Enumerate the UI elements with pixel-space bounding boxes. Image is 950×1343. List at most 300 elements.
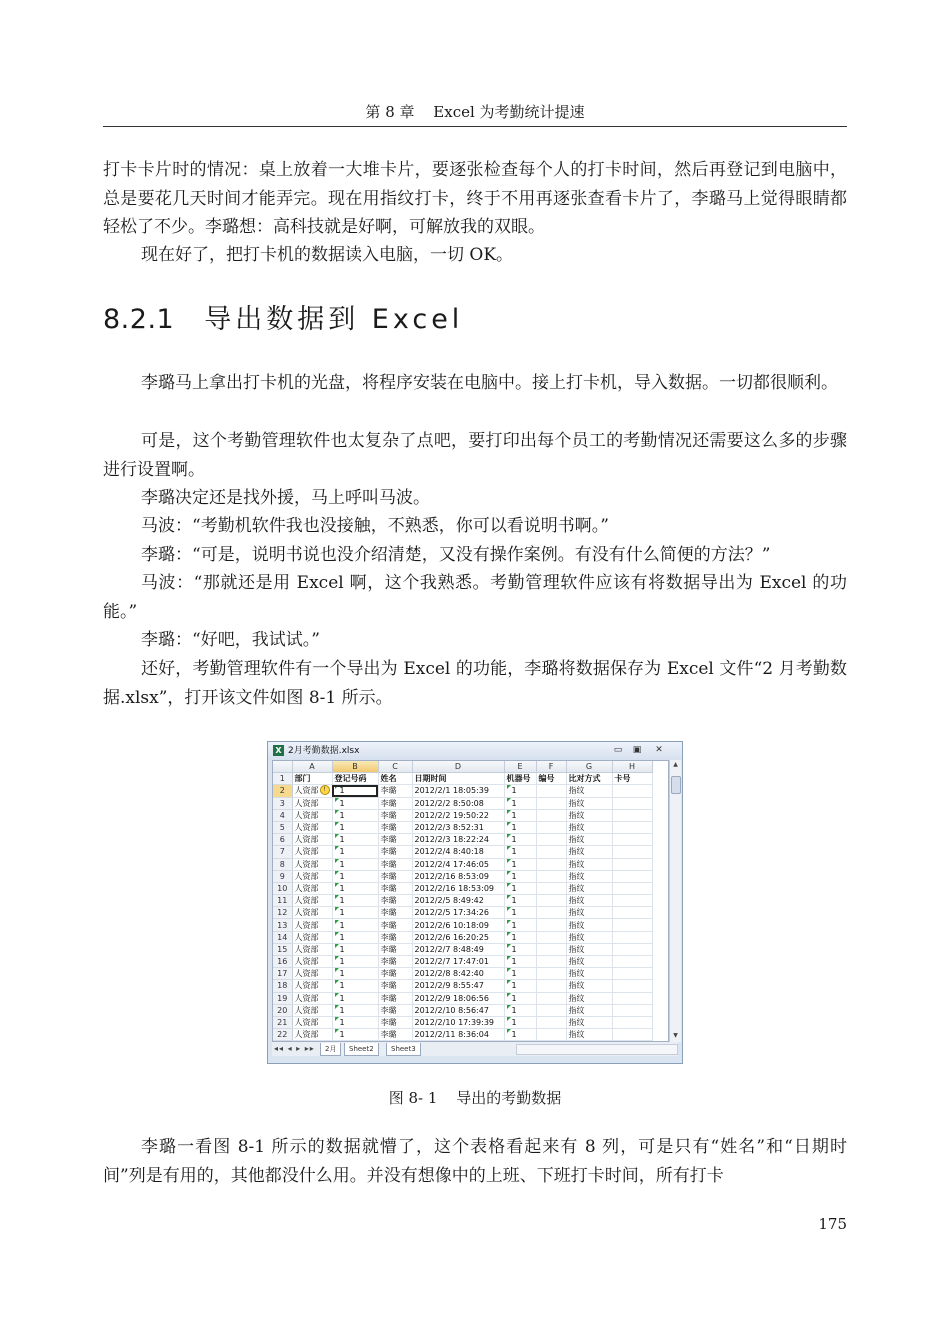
cell-value: 1	[339, 810, 345, 820]
error-warning-icon[interactable]: !	[320, 785, 330, 795]
sheet-tab[interactable]: 2月	[320, 1043, 341, 1056]
cell[interactable]	[566, 992, 612, 1004]
cell-value: 1	[511, 896, 517, 906]
cell[interactable]	[612, 992, 652, 1004]
window-titlebar	[268, 742, 682, 760]
number-as-text-indicator-icon	[335, 956, 339, 960]
cell[interactable]	[536, 1004, 566, 1016]
cell[interactable]	[332, 992, 378, 1004]
cell[interactable]	[612, 1029, 652, 1041]
cell-value: 人资部	[294, 920, 319, 930]
row-number[interactable]: 20	[273, 1004, 292, 1016]
cell[interactable]	[612, 882, 652, 894]
number-as-text-indicator-icon	[507, 956, 511, 960]
cell-value: 指纹	[568, 823, 585, 833]
row-number[interactable]: 14	[273, 931, 292, 943]
cell[interactable]	[504, 1004, 536, 1016]
cell[interactable]	[612, 895, 652, 907]
row-number[interactable]: 18	[273, 980, 292, 992]
column-header[interactable]: B	[332, 761, 378, 773]
cell[interactable]	[292, 1029, 332, 1041]
cell[interactable]	[504, 882, 536, 894]
close-icon[interactable]: ✕	[655, 745, 663, 755]
cell[interactable]	[292, 919, 332, 931]
cell[interactable]	[378, 797, 412, 809]
cell[interactable]	[292, 773, 332, 785]
cell[interactable]	[566, 858, 612, 870]
cell[interactable]	[504, 797, 536, 809]
cell[interactable]	[504, 1016, 536, 1028]
cell[interactable]	[412, 992, 504, 1004]
table-row	[273, 895, 652, 907]
row-number[interactable]: 16	[273, 956, 292, 968]
number-as-text-indicator-icon	[507, 907, 511, 911]
cell[interactable]	[504, 809, 536, 821]
cell[interactable]	[612, 980, 652, 992]
cell[interactable]	[612, 870, 652, 882]
cell[interactable]	[292, 980, 332, 992]
cell[interactable]	[332, 858, 378, 870]
cell[interactable]	[292, 785, 332, 797]
cell[interactable]	[536, 785, 566, 797]
cell[interactable]	[412, 834, 504, 846]
cell-value: 指纹	[568, 786, 585, 796]
cell[interactable]	[612, 797, 652, 809]
cell[interactable]	[504, 1029, 536, 1041]
cell[interactable]	[292, 1004, 332, 1016]
number-as-text-indicator-icon	[507, 1005, 511, 1009]
cell[interactable]	[378, 1029, 412, 1041]
row-number[interactable]: 21	[273, 1016, 292, 1028]
cell[interactable]	[566, 956, 612, 968]
cell[interactable]	[378, 992, 412, 1004]
cell-value: 1	[339, 908, 345, 918]
cell[interactable]	[566, 821, 612, 833]
cell[interactable]	[566, 882, 612, 894]
cell[interactable]	[332, 797, 378, 809]
cell-value: 人资部	[294, 823, 319, 833]
row-number[interactable]: 9	[273, 870, 292, 882]
cell-value: 指纹	[568, 932, 585, 942]
cell[interactable]	[378, 919, 412, 931]
cell[interactable]	[332, 870, 378, 882]
cell[interactable]	[412, 1016, 504, 1028]
table-row	[273, 931, 652, 943]
cell[interactable]	[332, 809, 378, 821]
paragraph: 还好，考勤管理软件有一个导出为 Excel 的功能，李璐将数据保存为 Excel 文件“2 月考勤数据.xlsx”，打开该文件如图 8-1 所示。	[103, 659, 847, 708]
cell[interactable]	[412, 882, 504, 894]
cell[interactable]	[566, 1029, 612, 1041]
row-number[interactable]: 22	[273, 1029, 292, 1041]
cell[interactable]	[292, 907, 332, 919]
header-chapter: 第 8 章	[365, 103, 415, 121]
column-header[interactable]: G	[566, 761, 612, 773]
cell[interactable]	[292, 797, 332, 809]
cell[interactable]	[566, 943, 612, 955]
cell[interactable]	[612, 943, 652, 955]
cell[interactable]	[378, 773, 412, 785]
cell-value: 指纹	[568, 920, 585, 930]
cell-value: 1	[339, 932, 345, 942]
cell[interactable]	[332, 919, 378, 931]
cell[interactable]	[378, 931, 412, 943]
column-header[interactable]: A	[292, 761, 332, 773]
cell[interactable]	[332, 968, 378, 980]
cell[interactable]	[566, 797, 612, 809]
cell[interactable]	[332, 980, 378, 992]
cell-value: 指纹	[568, 871, 585, 881]
cell[interactable]	[566, 773, 612, 785]
cell[interactable]	[566, 846, 612, 858]
cell[interactable]	[378, 858, 412, 870]
cell[interactable]	[504, 834, 536, 846]
cell-value: 2012/2/9 18:06:56	[414, 993, 489, 1003]
header-row	[273, 773, 652, 785]
cell[interactable]	[536, 870, 566, 882]
table-row	[273, 834, 652, 846]
paragraph: 打卡卡片时的情况：桌上放着一大堆卡片，要逐张检查每个人的打卡时间，然后再登记到电脑中，总是要花几天时间才能弄完。现在用指纹打卡，终于不用再逐张查看卡片了，李璐马上觉得眼睛都轻松了不少。李璐想：高科技就是好啊，可解放我的双眼。	[103, 160, 847, 237]
cell[interactable]	[612, 1004, 652, 1016]
cell[interactable]	[412, 931, 504, 943]
cell[interactable]	[292, 870, 332, 882]
cell-value: 人资部	[294, 908, 319, 918]
cell[interactable]	[412, 870, 504, 882]
cell-value: 李璐	[380, 1030, 397, 1040]
cell-value: 人资部	[294, 883, 319, 893]
cell[interactable]	[536, 773, 566, 785]
cell-value: 2012/2/9 8:55:47	[414, 981, 484, 991]
row-number[interactable]: 11	[273, 895, 292, 907]
cell[interactable]	[332, 882, 378, 894]
cell[interactable]	[612, 956, 652, 968]
cell[interactable]	[536, 1029, 566, 1041]
row-number[interactable]: 4	[273, 809, 292, 821]
cell[interactable]	[332, 907, 378, 919]
cell-value: 人资部	[294, 896, 319, 906]
cell[interactable]	[332, 773, 378, 785]
scroll-thumb[interactable]	[671, 776, 681, 794]
sheet-tab[interactable]: Sheet3	[386, 1043, 421, 1056]
cell[interactable]	[378, 1016, 412, 1028]
cell[interactable]	[332, 834, 378, 846]
table-row	[273, 1004, 652, 1016]
cell-value: 人资部	[294, 993, 319, 1003]
cell[interactable]	[504, 968, 536, 980]
row-number[interactable]: 3	[273, 797, 292, 809]
minimize-icon[interactable]: ▭	[613, 745, 623, 755]
cell[interactable]	[378, 907, 412, 919]
cell[interactable]	[412, 919, 504, 931]
cell[interactable]	[504, 919, 536, 931]
column-header[interactable]: E	[504, 761, 536, 773]
horizontal-scrollbar[interactable]	[516, 1044, 678, 1055]
cell-value: 2012/2/7 8:48:49	[414, 944, 484, 954]
vertical-scrollbar[interactable]	[669, 760, 681, 1042]
cell[interactable]	[332, 1029, 378, 1041]
cell[interactable]	[332, 1004, 378, 1016]
cell[interactable]	[612, 809, 652, 821]
cell[interactable]	[378, 968, 412, 980]
cell[interactable]	[612, 785, 652, 797]
cell-value: 1	[511, 786, 517, 796]
table-row	[273, 980, 652, 992]
cell[interactable]	[412, 809, 504, 821]
cell[interactable]	[612, 773, 652, 785]
column-header[interactable]: C	[378, 761, 412, 773]
cell-value: 2012/2/7 17:47:01	[414, 957, 489, 967]
scroll-up-icon[interactable]: ▲	[673, 761, 678, 768]
cell[interactable]	[536, 931, 566, 943]
cell-value: 2012/2/16 18:53:09	[414, 883, 494, 893]
cell-value: 1	[511, 957, 517, 967]
cell[interactable]	[412, 907, 504, 919]
cell[interactable]	[332, 943, 378, 955]
number-as-text-indicator-icon	[335, 932, 339, 936]
cell[interactable]	[332, 1016, 378, 1028]
cell[interactable]	[504, 773, 536, 785]
cell[interactable]	[566, 931, 612, 943]
cell[interactable]	[292, 992, 332, 1004]
number-as-text-indicator-icon	[507, 944, 511, 948]
cell[interactable]	[612, 919, 652, 931]
scroll-down-icon[interactable]: ▼	[673, 1032, 678, 1039]
row-number[interactable]: 2	[273, 785, 292, 797]
sheet-tab[interactable]: Sheet2	[344, 1043, 379, 1056]
cell[interactable]	[378, 834, 412, 846]
cell-value: 1	[511, 810, 517, 820]
cell[interactable]	[412, 895, 504, 907]
cell[interactable]	[412, 773, 504, 785]
row-number[interactable]: 17	[273, 968, 292, 980]
cell[interactable]	[378, 943, 412, 955]
number-as-text-indicator-icon	[335, 883, 339, 887]
select-all-corner[interactable]	[273, 761, 292, 773]
column-header[interactable]: F	[536, 761, 566, 773]
cell-value: 人资部	[294, 1018, 319, 1028]
cell[interactable]	[292, 858, 332, 870]
cell[interactable]	[412, 980, 504, 992]
row-number[interactable]: 7	[273, 846, 292, 858]
number-as-text-indicator-icon	[335, 810, 339, 814]
table-row	[273, 943, 652, 955]
column-header[interactable]: H	[612, 761, 652, 773]
cell[interactable]	[536, 968, 566, 980]
cell[interactable]	[536, 858, 566, 870]
number-as-text-indicator-icon	[335, 968, 339, 972]
cell[interactable]	[566, 834, 612, 846]
cell[interactable]	[332, 931, 378, 943]
row-number[interactable]: 12	[273, 907, 292, 919]
cell[interactable]	[566, 907, 612, 919]
cell-value: 2012/2/1 18:05:39	[414, 786, 489, 796]
cell[interactable]	[504, 943, 536, 955]
cell[interactable]	[332, 821, 378, 833]
cell[interactable]	[536, 797, 566, 809]
cell[interactable]	[378, 821, 412, 833]
cell[interactable]	[612, 858, 652, 870]
cell[interactable]	[536, 834, 566, 846]
cell-value: 指纹	[568, 944, 585, 954]
cell[interactable]	[536, 943, 566, 955]
cell[interactable]	[612, 907, 652, 919]
cell[interactable]	[332, 846, 378, 858]
cell-value: 人资部	[294, 969, 319, 979]
cell[interactable]	[412, 968, 504, 980]
cell[interactable]	[292, 956, 332, 968]
cell[interactable]	[536, 882, 566, 894]
cell[interactable]	[332, 785, 378, 797]
row-number[interactable]: 15	[273, 943, 292, 955]
cell-value: 人资部	[294, 932, 319, 942]
cell[interactable]	[612, 968, 652, 980]
table-row	[273, 785, 652, 797]
number-as-text-indicator-icon	[507, 1029, 511, 1033]
cell[interactable]	[504, 846, 536, 858]
cell[interactable]	[378, 846, 412, 858]
number-as-text-indicator-icon	[507, 871, 511, 875]
cell-value: 1	[511, 835, 517, 845]
cell[interactable]	[536, 956, 566, 968]
cell[interactable]	[292, 882, 332, 894]
cell-value: 姓名	[380, 774, 397, 784]
section-number: 8.2.1	[103, 304, 175, 335]
cell-value: 1	[339, 1030, 345, 1040]
cell[interactable]	[536, 980, 566, 992]
cell[interactable]	[536, 1016, 566, 1028]
cell[interactable]	[536, 846, 566, 858]
cell[interactable]	[504, 895, 536, 907]
cell[interactable]	[292, 1016, 332, 1028]
cell[interactable]	[412, 785, 504, 797]
cell[interactable]	[292, 834, 332, 846]
cell[interactable]	[412, 846, 504, 858]
cell[interactable]	[412, 943, 504, 955]
cell-value: 2012/2/6 10:18:09	[414, 920, 489, 930]
cell[interactable]	[378, 980, 412, 992]
cell[interactable]	[566, 919, 612, 931]
cell-value: 2012/2/6 16:20:25	[414, 932, 489, 942]
cell[interactable]	[332, 895, 378, 907]
cell[interactable]	[612, 821, 652, 833]
cell[interactable]	[332, 956, 378, 968]
cell[interactable]	[412, 821, 504, 833]
cell[interactable]	[412, 1029, 504, 1041]
number-as-text-indicator-icon	[335, 920, 339, 924]
row-number[interactable]: 5	[273, 821, 292, 833]
row-number[interactable]: 6	[273, 834, 292, 846]
cell[interactable]	[378, 895, 412, 907]
cell[interactable]	[292, 943, 332, 955]
row-number[interactable]: 8	[273, 858, 292, 870]
cell[interactable]	[566, 968, 612, 980]
cell[interactable]	[292, 968, 332, 980]
column-header[interactable]: D	[412, 761, 504, 773]
cell[interactable]	[504, 785, 536, 797]
row-number[interactable]: 19	[273, 992, 292, 1004]
cell[interactable]	[378, 870, 412, 882]
cell[interactable]	[504, 870, 536, 882]
cell[interactable]	[566, 809, 612, 821]
restore-icon[interactable]: ▣	[632, 745, 642, 755]
cell[interactable]	[504, 931, 536, 943]
number-as-text-indicator-icon	[335, 871, 339, 875]
cell[interactable]	[292, 809, 332, 821]
cell-value: 李璐	[380, 847, 397, 857]
cell[interactable]	[536, 907, 566, 919]
cell-value: 1	[339, 993, 345, 1003]
number-as-text-indicator-icon	[335, 895, 339, 899]
cell[interactable]	[378, 956, 412, 968]
cell[interactable]	[536, 992, 566, 1004]
cell[interactable]	[292, 895, 332, 907]
cell[interactable]	[292, 846, 332, 858]
cell[interactable]	[566, 785, 612, 797]
cell[interactable]	[566, 1016, 612, 1028]
cell[interactable]	[536, 895, 566, 907]
cell[interactable]	[504, 858, 536, 870]
spreadsheet-grid[interactable]	[272, 760, 669, 1042]
cell[interactable]	[612, 834, 652, 846]
cell-value: 人资部	[294, 786, 319, 796]
paragraph: 李璐马上拿出打卡机的光盘，将程序安装在电脑中。接上打卡机，导入数据。一切都很顺利。	[141, 373, 838, 393]
cell-value: 指纹	[568, 1030, 585, 1040]
cell[interactable]	[504, 956, 536, 968]
cell-value: 指纹	[568, 896, 585, 906]
cell[interactable]	[412, 956, 504, 968]
cell[interactable]	[566, 870, 612, 882]
cell[interactable]	[378, 785, 412, 797]
cell[interactable]	[504, 907, 536, 919]
cell[interactable]	[566, 895, 612, 907]
number-as-text-indicator-icon	[507, 846, 511, 850]
row-number[interactable]: 1	[273, 773, 292, 785]
cell[interactable]	[612, 1016, 652, 1028]
cell[interactable]	[378, 882, 412, 894]
cell[interactable]	[378, 809, 412, 821]
cell-value: 人资部	[294, 835, 319, 845]
cell[interactable]	[504, 980, 536, 992]
cell[interactable]	[292, 821, 332, 833]
tab-nav-icons[interactable]: ◂◂ ◂ ▸ ▸▸	[274, 1044, 315, 1053]
cell[interactable]	[412, 1004, 504, 1016]
cell[interactable]	[536, 821, 566, 833]
cell[interactable]	[378, 1004, 412, 1016]
cell[interactable]	[612, 846, 652, 858]
cell-value: 1	[511, 798, 517, 808]
row-number[interactable]: 10	[273, 882, 292, 894]
number-as-text-indicator-icon	[335, 1017, 339, 1021]
cell[interactable]	[566, 1004, 612, 1016]
cell-value: 1	[511, 920, 517, 930]
spreadsheet-table	[273, 761, 653, 1041]
row-number[interactable]: 13	[273, 919, 292, 931]
cell[interactable]	[504, 821, 536, 833]
cell[interactable]	[412, 797, 504, 809]
cell[interactable]	[412, 858, 504, 870]
cell[interactable]	[566, 980, 612, 992]
cell-value: 机器号	[506, 774, 531, 784]
cell-value: 李璐	[380, 823, 397, 833]
cell[interactable]	[536, 919, 566, 931]
cell-value: 指纹	[568, 908, 585, 918]
number-as-text-indicator-icon	[507, 993, 511, 997]
cell[interactable]	[612, 931, 652, 943]
cell[interactable]	[504, 992, 536, 1004]
cell[interactable]	[292, 931, 332, 943]
number-as-text-indicator-icon	[507, 822, 511, 826]
cell[interactable]	[536, 809, 566, 821]
table-row	[273, 797, 652, 809]
